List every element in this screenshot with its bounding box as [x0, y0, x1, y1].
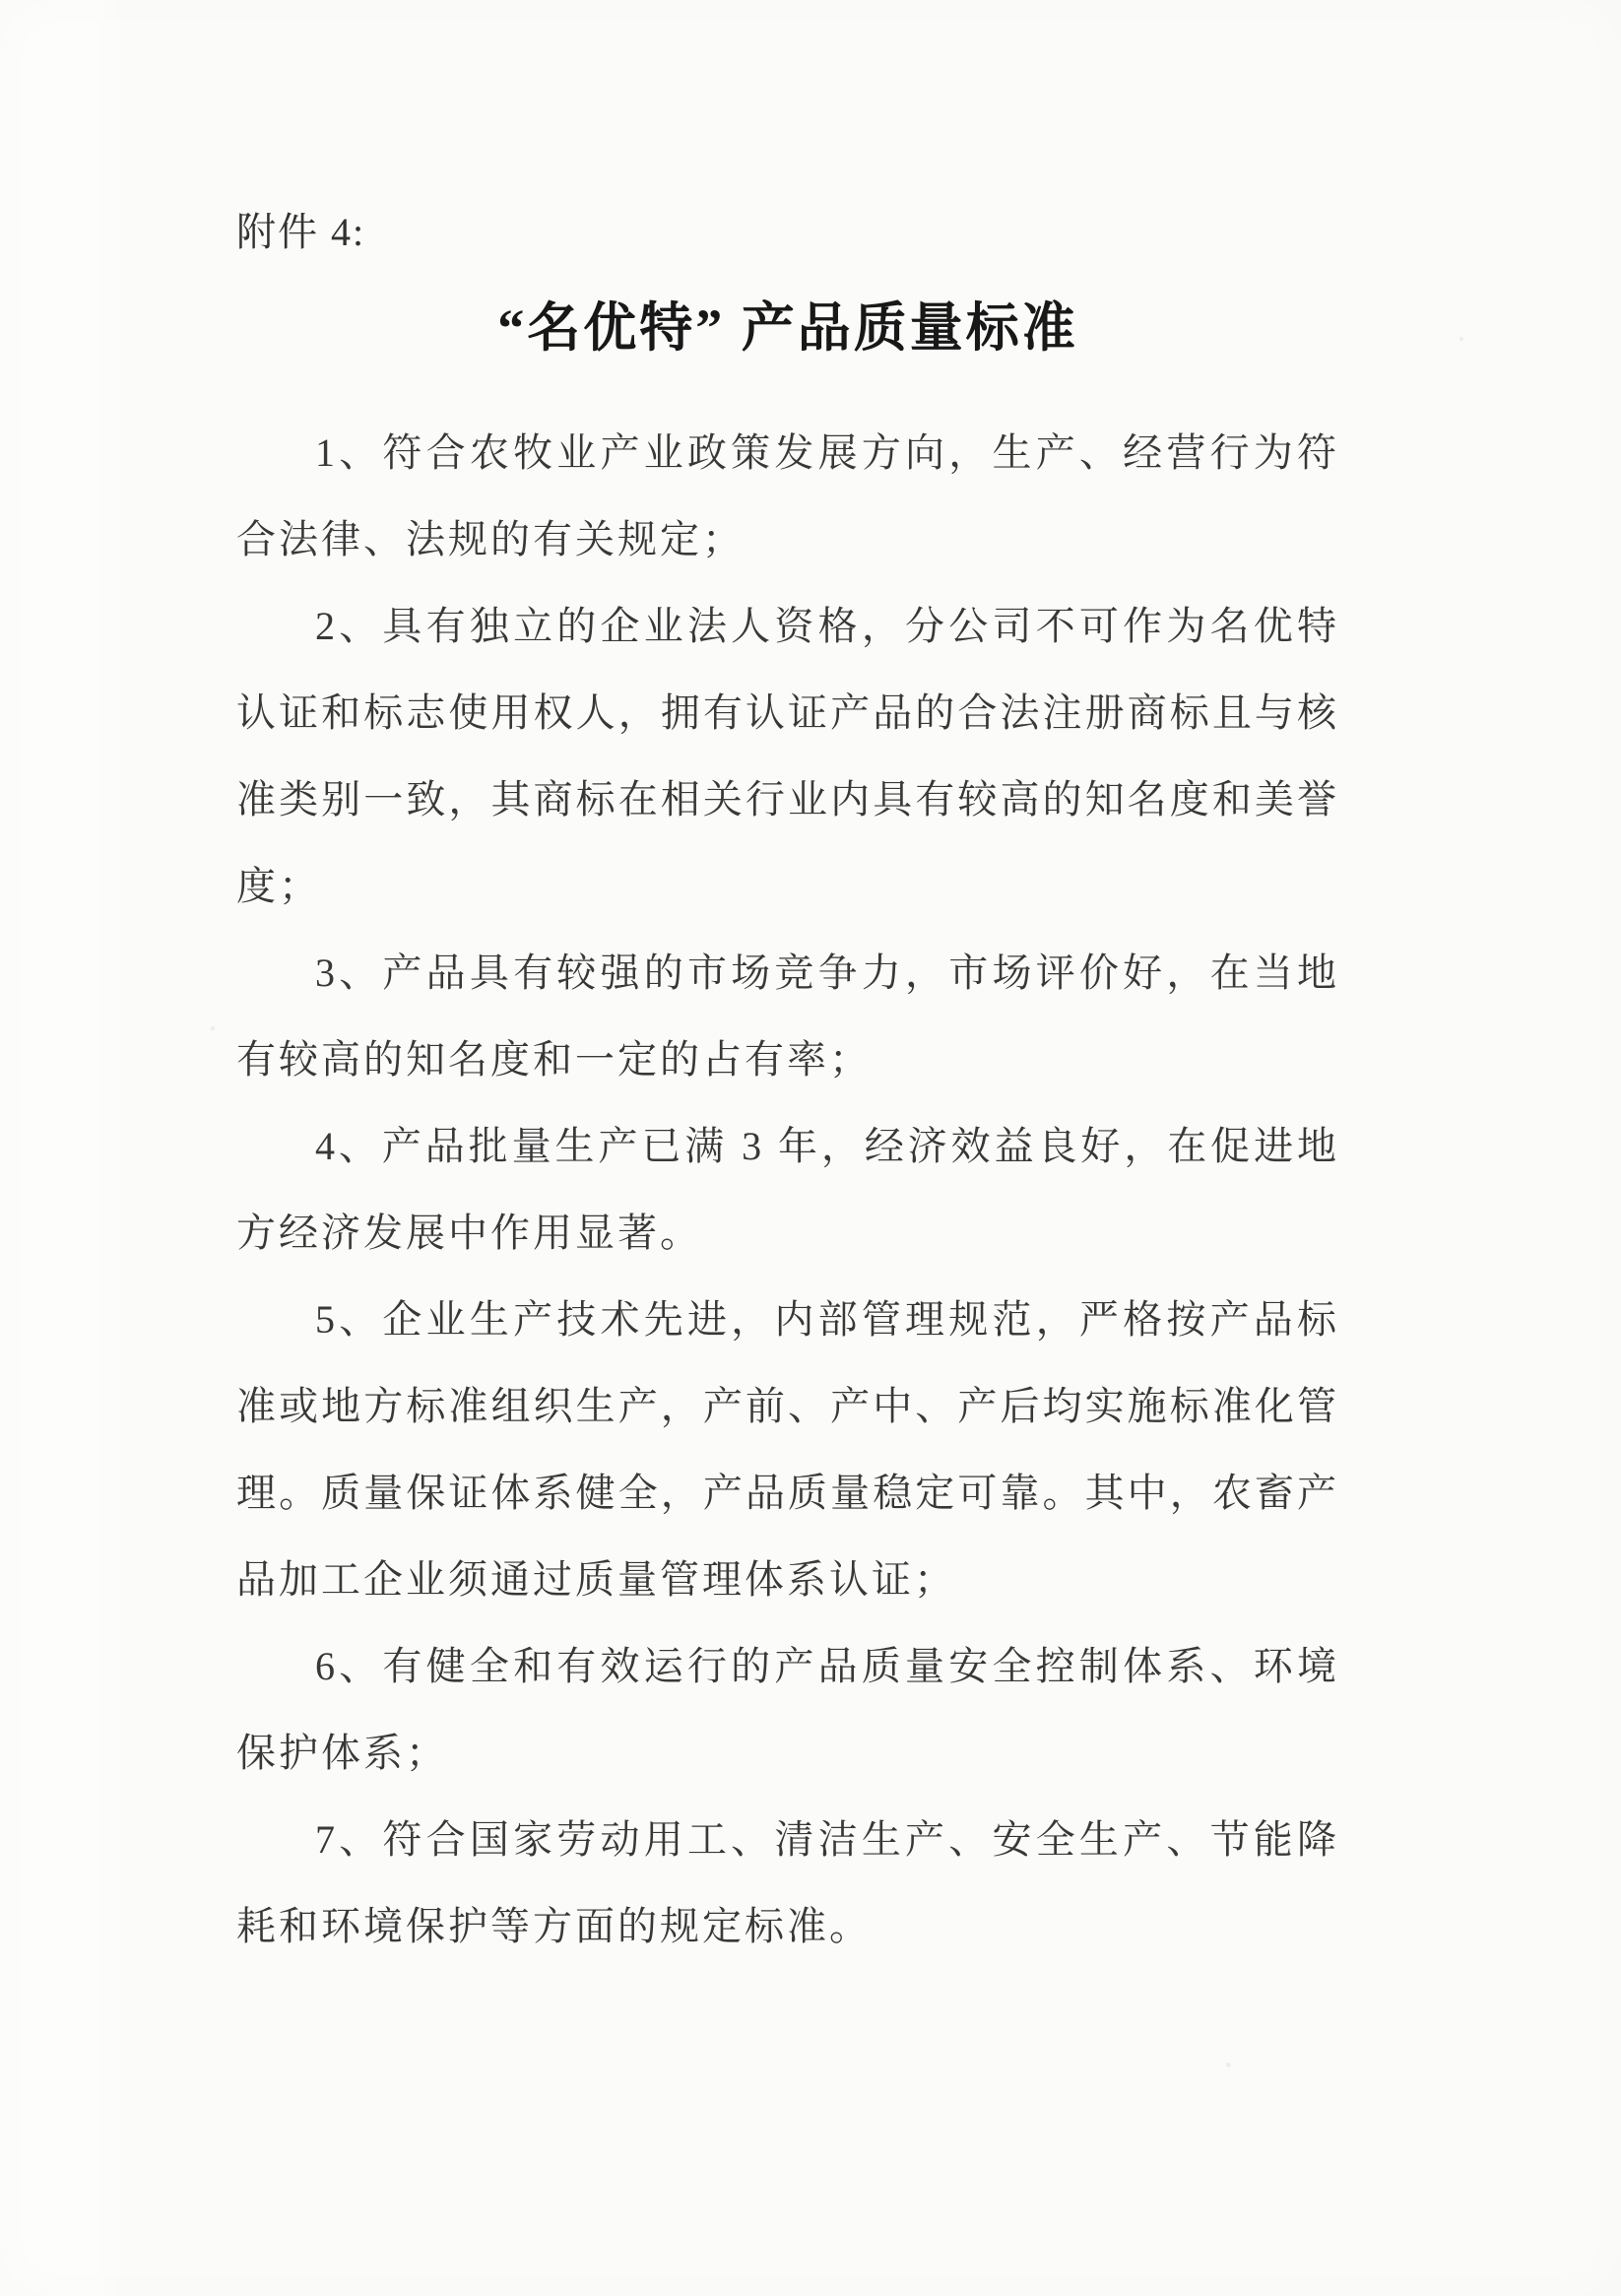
paragraph-4: 4、产品批量生产已满 3 年，经济效益良好，在促进地方经济发展中作用显著。	[236, 1124, 1339, 1255]
document-body	[236, 410, 1339, 1970]
paragraph-6: 6、有健全和有效运行的产品质量安全控制体系、环境保护体系；	[236, 1644, 1339, 1775]
scan-artifact	[1459, 337, 1463, 341]
document-content	[236, 0, 1339, 1970]
paragraph-5: 5、企业生产技术先进，内部管理规范，严格按产品标准或地方标准组织生产，产前、产中、产后均实施标准化管理。质量保证体系健全，产品质量稳定可靠。其中，农畜产品加工企业须通过质量管理体系认证；	[236, 1297, 1339, 1602]
scan-artifact	[211, 1026, 215, 1030]
paragraph-1: 1、符合农牧业产业政策发展方向，生产、经营行为符合法律、法规的有关规定；	[236, 430, 1339, 561]
page-title: “名优特” 产品质量标准	[497, 298, 1078, 358]
attachment-label: 附件 4:	[236, 210, 366, 254]
scan-artifact	[1226, 2063, 1231, 2067]
paragraph-2: 2、具有独立的企业法人资格，分公司不可作为名优特认证和标志使用权人，拥有认证产品的合法注册商标且与核准类别一致，其商标在相关行业内具有较高的知名度和美誉度；	[236, 604, 1339, 908]
paragraph-7: 7、符合国家劳动用工、清洁生产、安全生产、节能降耗和环境保护等方面的规定标准。	[236, 1817, 1339, 1948]
paragraph-3: 3、产品具有较强的市场竞争力，市场评价好，在当地有较高的知名度和一定的占有率；	[236, 951, 1339, 1082]
